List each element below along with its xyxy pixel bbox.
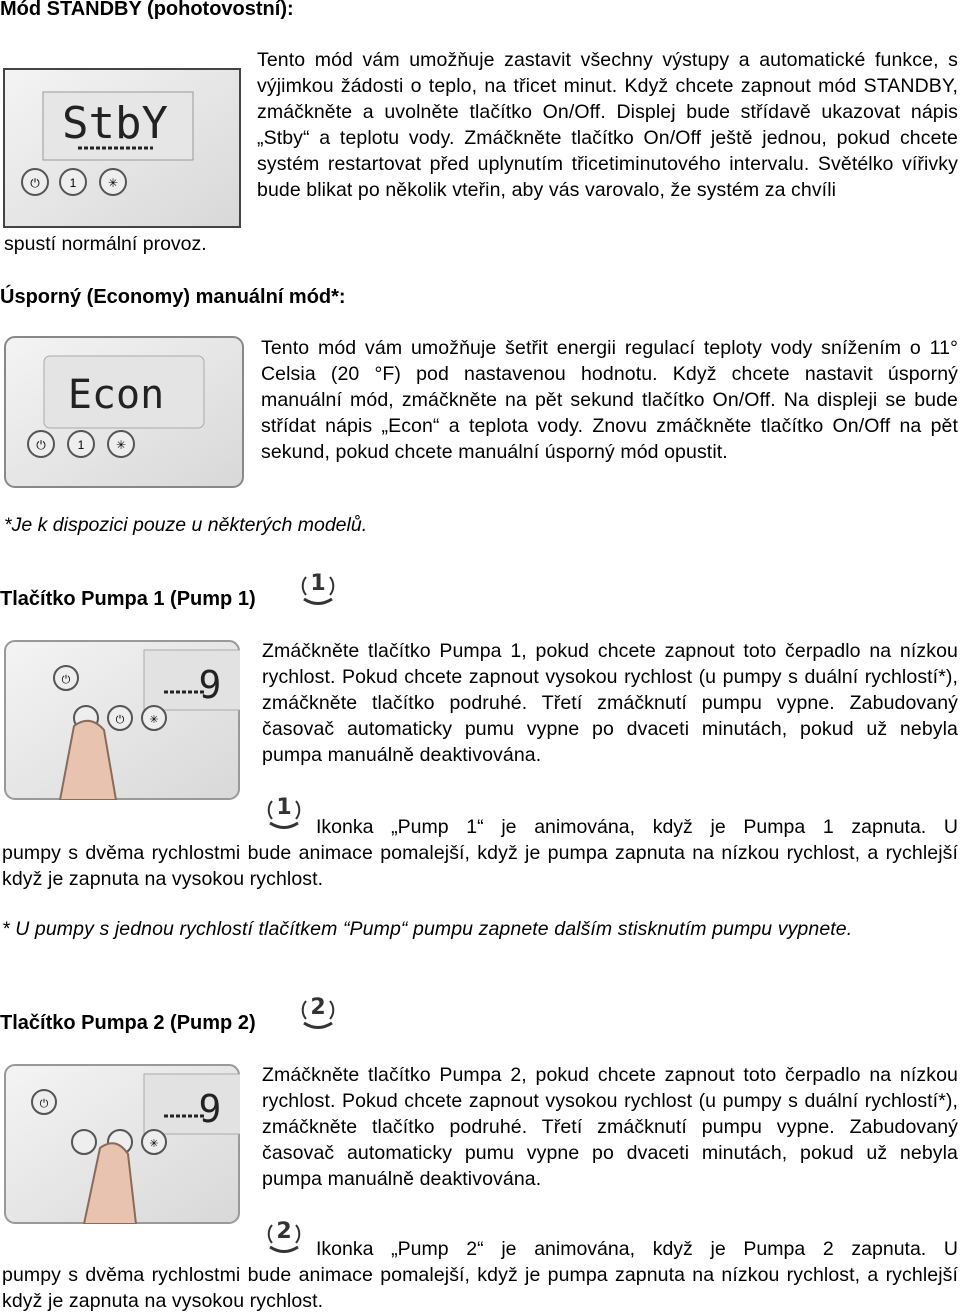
pump1-display-text: 9 (198, 663, 222, 707)
standby-display-text: StbY (62, 98, 168, 149)
pump1-small-icon (264, 792, 304, 832)
pump1-button-icon (60, 169, 86, 195)
pump1-icon (298, 568, 338, 608)
svg-text:⏻: ⏻ (39, 1098, 49, 1110)
pump2-panel-image (4, 1064, 240, 1224)
svg-text:✳: ✳ (115, 438, 127, 452)
pump1-heading: Tlačítko Pumpa 1 (Pump 1) (0, 588, 256, 610)
svg-text:2: 2 (276, 1219, 292, 1244)
pump2-heading: Tlačítko Pumpa 2 (Pump 2) (0, 1012, 256, 1034)
svg-text:⏻: ⏻ (115, 714, 125, 726)
pump2-button-icon (108, 706, 132, 730)
pump1-icon-note-rest: pumpy s dvěma rychlostmi bude animace pomalejší, když je pumpa zapnuta na nízkou rychlost, a rychlejší když je zapnuta na vysokou rychlost. (2, 842, 958, 890)
pump2-icon-note-rest: pumpy s dvěma rychlostmi bude animace pomalejší, když je pumpa zapnuta na nízkou rychlost, a rychlejší když je zapnuta na vysokou rychlost. (2, 1264, 958, 1312)
light-button-icon (100, 169, 126, 195)
standby-panel-image (3, 68, 241, 228)
economy-footnote: *Je k dispozici pouze u některých modelů. (4, 514, 368, 536)
standby-heading: Mód STANDBY (pohotovostní): (0, 0, 294, 20)
svg-text:✳: ✳ (149, 1138, 159, 1150)
pump-single-speed-note: * U pumpy s jednou rychlostí tlačítkem “Pump“ pumpu zapnete dalším stisknutím pumpu vypnete. (2, 918, 853, 940)
svg-text:⏻: ⏻ (30, 176, 40, 190)
pump1-button-icon (68, 431, 94, 457)
power-button-icon (22, 169, 48, 195)
light-button-icon (142, 1130, 166, 1154)
pump1-icon-note-first: Ikonka „Pump 1“ je animována, když je Pumpa 1 zapnuta. U (316, 816, 958, 838)
pump2-display-text: 9 (198, 1087, 222, 1131)
pump2-paragraph: Zmáčkněte tlačítko Pumpa 2, pokud chcete zapnout toto čerpadlo na nízkou rychlost. Pokud chcete zapnout vysokou rychlost (u pumpy s duální rychlostí*), zmáčkněte tlačítko podruhé. Třetí zmáčknutí pumpu vypne. Zabudovaný časovač automaticky pumu vypne po dvaceti minutách, pokud už nebyla pumpa manuálně deaktivována. (262, 1064, 958, 1190)
power-button-icon (54, 666, 78, 690)
light-button-icon (142, 706, 166, 730)
svg-text:2: 2 (310, 995, 326, 1020)
pump2-icon-note-first: Ikonka „Pump 2“ je animována, když je Pumpa 2 zapnuta. U (316, 1238, 958, 1260)
svg-text:⏻: ⏻ (36, 438, 46, 452)
pump2-small-icon (264, 1216, 304, 1256)
economy-paragraph: Tento mód vám umožňuje šetřit energii regulací teploty vody snížením o 11° Celsia (20 °F) pod nastavenou hodnotu. Když chcete nastavit úsporný manuální mód, zmáčkněte na pět sekund tlačítko On/Off. Na displeji se bude střídat nápis „Econ“ a teplota vody. Znovu zmáčkněte tlačítko On/Off na pět sekund, pokud chcete manuální úsporný mód opustit. (261, 337, 958, 463)
pump1-paragraph: Zmáčkněte tlačítko Pumpa 1, pokud chcete zapnout toto čerpadlo na nízkou rychlost. Pokud chcete zapnout vysokou rychlost (u pumpy s duální rychlostí*), zmáčkněte tlačítko podruhé. Třetí zmáčknutí pumpu vypne. Zabudovaný časovač automaticky pumu vypne po dvaceti minutách, pokud už nebyla pumpa manuálně deaktivována. (262, 640, 958, 766)
economy-panel-image (4, 336, 244, 488)
power-button-icon (28, 431, 54, 457)
pump1-panel-image (4, 640, 240, 800)
standby-paragraph: Tento mód vám umožňuje zastavit všechny výstupy a automatické funkce, s výjimkou žádosti o teplo, na třicet minut. Když chcete zapnout mód STANDBY, zmáčkněte a uvolněte tlačítko On/Off. Displej bude střídavě ukazovat nápis „Stby“ a teplotu vody. Zmáčkněte tlačítko On/Off ještě jednou, pokud chcete systém restartovat před uplynutím třicetiminutového intervalu. Světélko vířivky bude blikat po několik vteřin, aby vás varovalo, že systém za chvíli (257, 49, 958, 201)
svg-text:1: 1 (276, 795, 292, 820)
svg-text:✳: ✳ (107, 176, 119, 190)
svg-text:1: 1 (310, 571, 326, 596)
light-button-icon (108, 431, 134, 457)
svg-text:1: 1 (69, 176, 77, 190)
svg-text:✳: ✳ (149, 714, 159, 726)
pump2-icon (298, 992, 338, 1032)
standby-paragraph-tail: spustí normální provoz. (4, 233, 207, 255)
economy-display-text: Econ (67, 372, 165, 418)
power-button-icon (32, 1090, 56, 1114)
pump1-button-icon (72, 1130, 96, 1154)
economy-heading: Úsporný (Economy) manuální mód*: (0, 286, 346, 308)
svg-text:⏻: ⏻ (61, 674, 71, 686)
svg-text:1: 1 (77, 438, 85, 452)
